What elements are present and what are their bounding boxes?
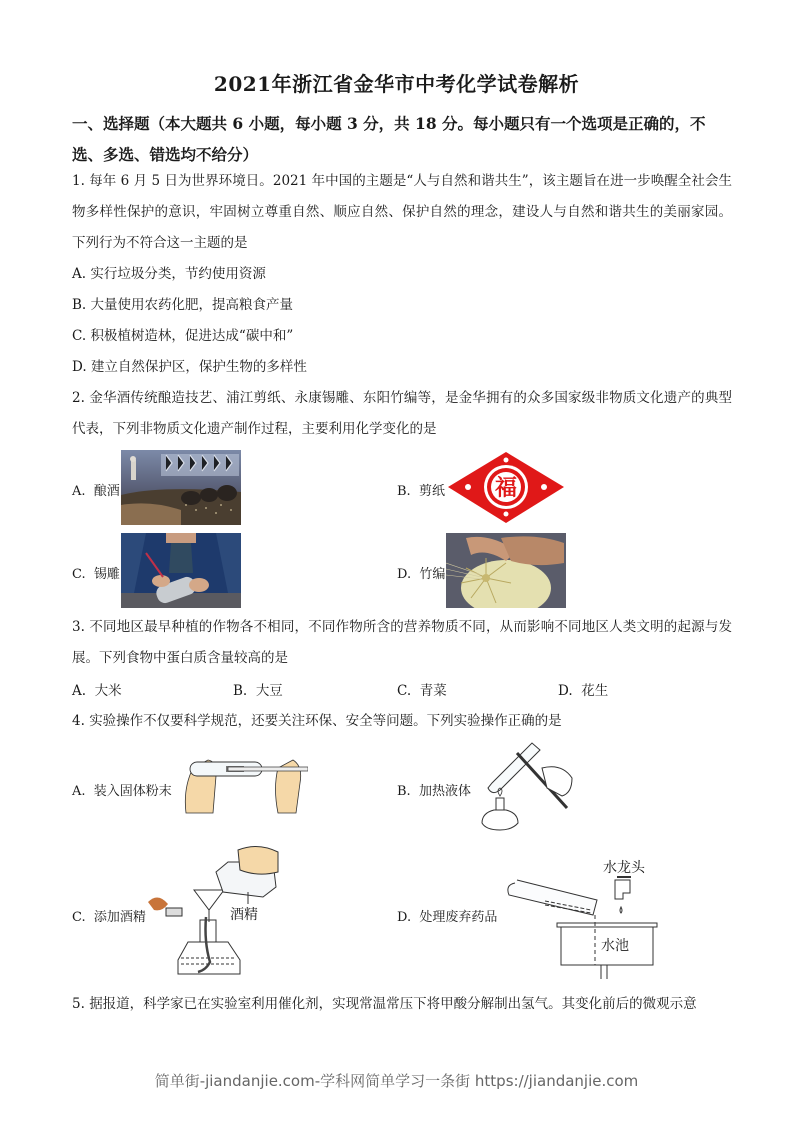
heating-liquid-diagram	[472, 738, 582, 838]
question-text: 每年 6 月 5 日为世界环境日。2021 年中国的主题是“人与自然和谐共生”，该主题旨在进一步唤醒全社会生物多样性保护的意识，牢固树立尊重自然、顺应自然、保护自然的理念，建设人与自然和谐共生的美丽家园。下列行为不符合这一主题的是	[72, 173, 732, 251]
question-number: 4.	[72, 713, 85, 729]
question-number: 1.	[72, 173, 85, 189]
document-title: 2021年浙江省金华市中考化学试卷解析	[213, 72, 580, 96]
q2-option-a-label: A. 酿酒	[72, 484, 120, 499]
question-2-stem	[72, 383, 732, 445]
q1-option-d: D. 建立自然保护区，保护生物的多样性	[72, 359, 307, 375]
question-text: 据报道，科学家已在实验室利用催化剂，实现常温常压下将甲酸分解制出氢气。其变化前后的微观示意	[89, 996, 697, 1012]
question-3-stem	[72, 612, 732, 674]
q1-option-b: B. 大量使用农药化肥，提高粮食产量	[72, 297, 294, 313]
q4-option-d-label: D. 处理废弃药品	[397, 910, 498, 925]
question-1-stem	[72, 166, 732, 259]
q4-option-a-label: A. 装入固体粉末	[72, 784, 172, 799]
loading-powder-diagram	[178, 748, 308, 818]
faucet-label: 水龙头	[603, 860, 645, 876]
adding-alcohol-diagram	[148, 842, 288, 982]
waste-disposal-diagram	[505, 855, 660, 980]
q2-option-d-label: D. 竹编	[397, 567, 446, 582]
question-text: 不同地区最早种植的作物各不相同，不同作物所含的营养物质不同，从而影响不同地区人类文明的起源与发展。下列食物中蛋白质含量较高的是	[72, 619, 732, 666]
q3-option-c: C. 青菜	[397, 683, 447, 699]
paper-cutting-photo	[446, 450, 566, 525]
question-text: 实验操作不仅要科学规范，还要关注环保、安全等问题。下列实验操作正确的是	[89, 713, 562, 729]
svg-text:福: 福	[494, 475, 518, 501]
question-5-stem	[72, 994, 697, 1014]
q1-option-c: C. 积极植树造林，促进达成“碳中和”	[72, 328, 294, 344]
sink-label: 水池	[601, 938, 629, 954]
q2-option-c-label: C. 锡雕	[72, 567, 120, 582]
alcohol-label: 酒精	[230, 907, 258, 923]
section-heading: 一、选择题（本大题共 6 小题，每小题 3 分，共 18 分。每小题只有一个选项是正确的，不选、多选、错选均不给分）	[72, 114, 706, 164]
tin-carving-photo	[121, 533, 241, 608]
q2-option-b-label: B. 剪纸	[397, 484, 445, 499]
footer-watermark: 简单街-jiandanjie.com-学科网简单学习一条街 https://jiandanjie.com	[154, 1072, 639, 1090]
q4-option-c-label: C. 添加酒精	[72, 910, 146, 925]
q1-option-a: A. 实行垃圾分类，节约使用资源	[72, 266, 266, 282]
question-text: 金华酒传统酿造技艺、浦江剪纸、永康锡雕、东阳竹编等，是金华拥有的众多国家级非物质文化遗产的典型代表，下列非物质文化遗产制作过程，主要利用化学变化的是	[72, 390, 732, 437]
q3-option-d: D. 花生	[558, 683, 609, 699]
question-number: 5.	[72, 996, 85, 1012]
bamboo-weaving-photo	[446, 533, 566, 608]
q3-option-b: B. 大豆	[233, 683, 283, 699]
wine-brewing-photo	[121, 450, 241, 525]
question-number: 3.	[72, 619, 85, 635]
q3-option-a: A. 大米	[72, 683, 122, 699]
question-number: 2.	[72, 390, 85, 406]
q4-option-b-label: B. 加热液体	[397, 784, 471, 799]
question-4-stem	[72, 711, 562, 731]
